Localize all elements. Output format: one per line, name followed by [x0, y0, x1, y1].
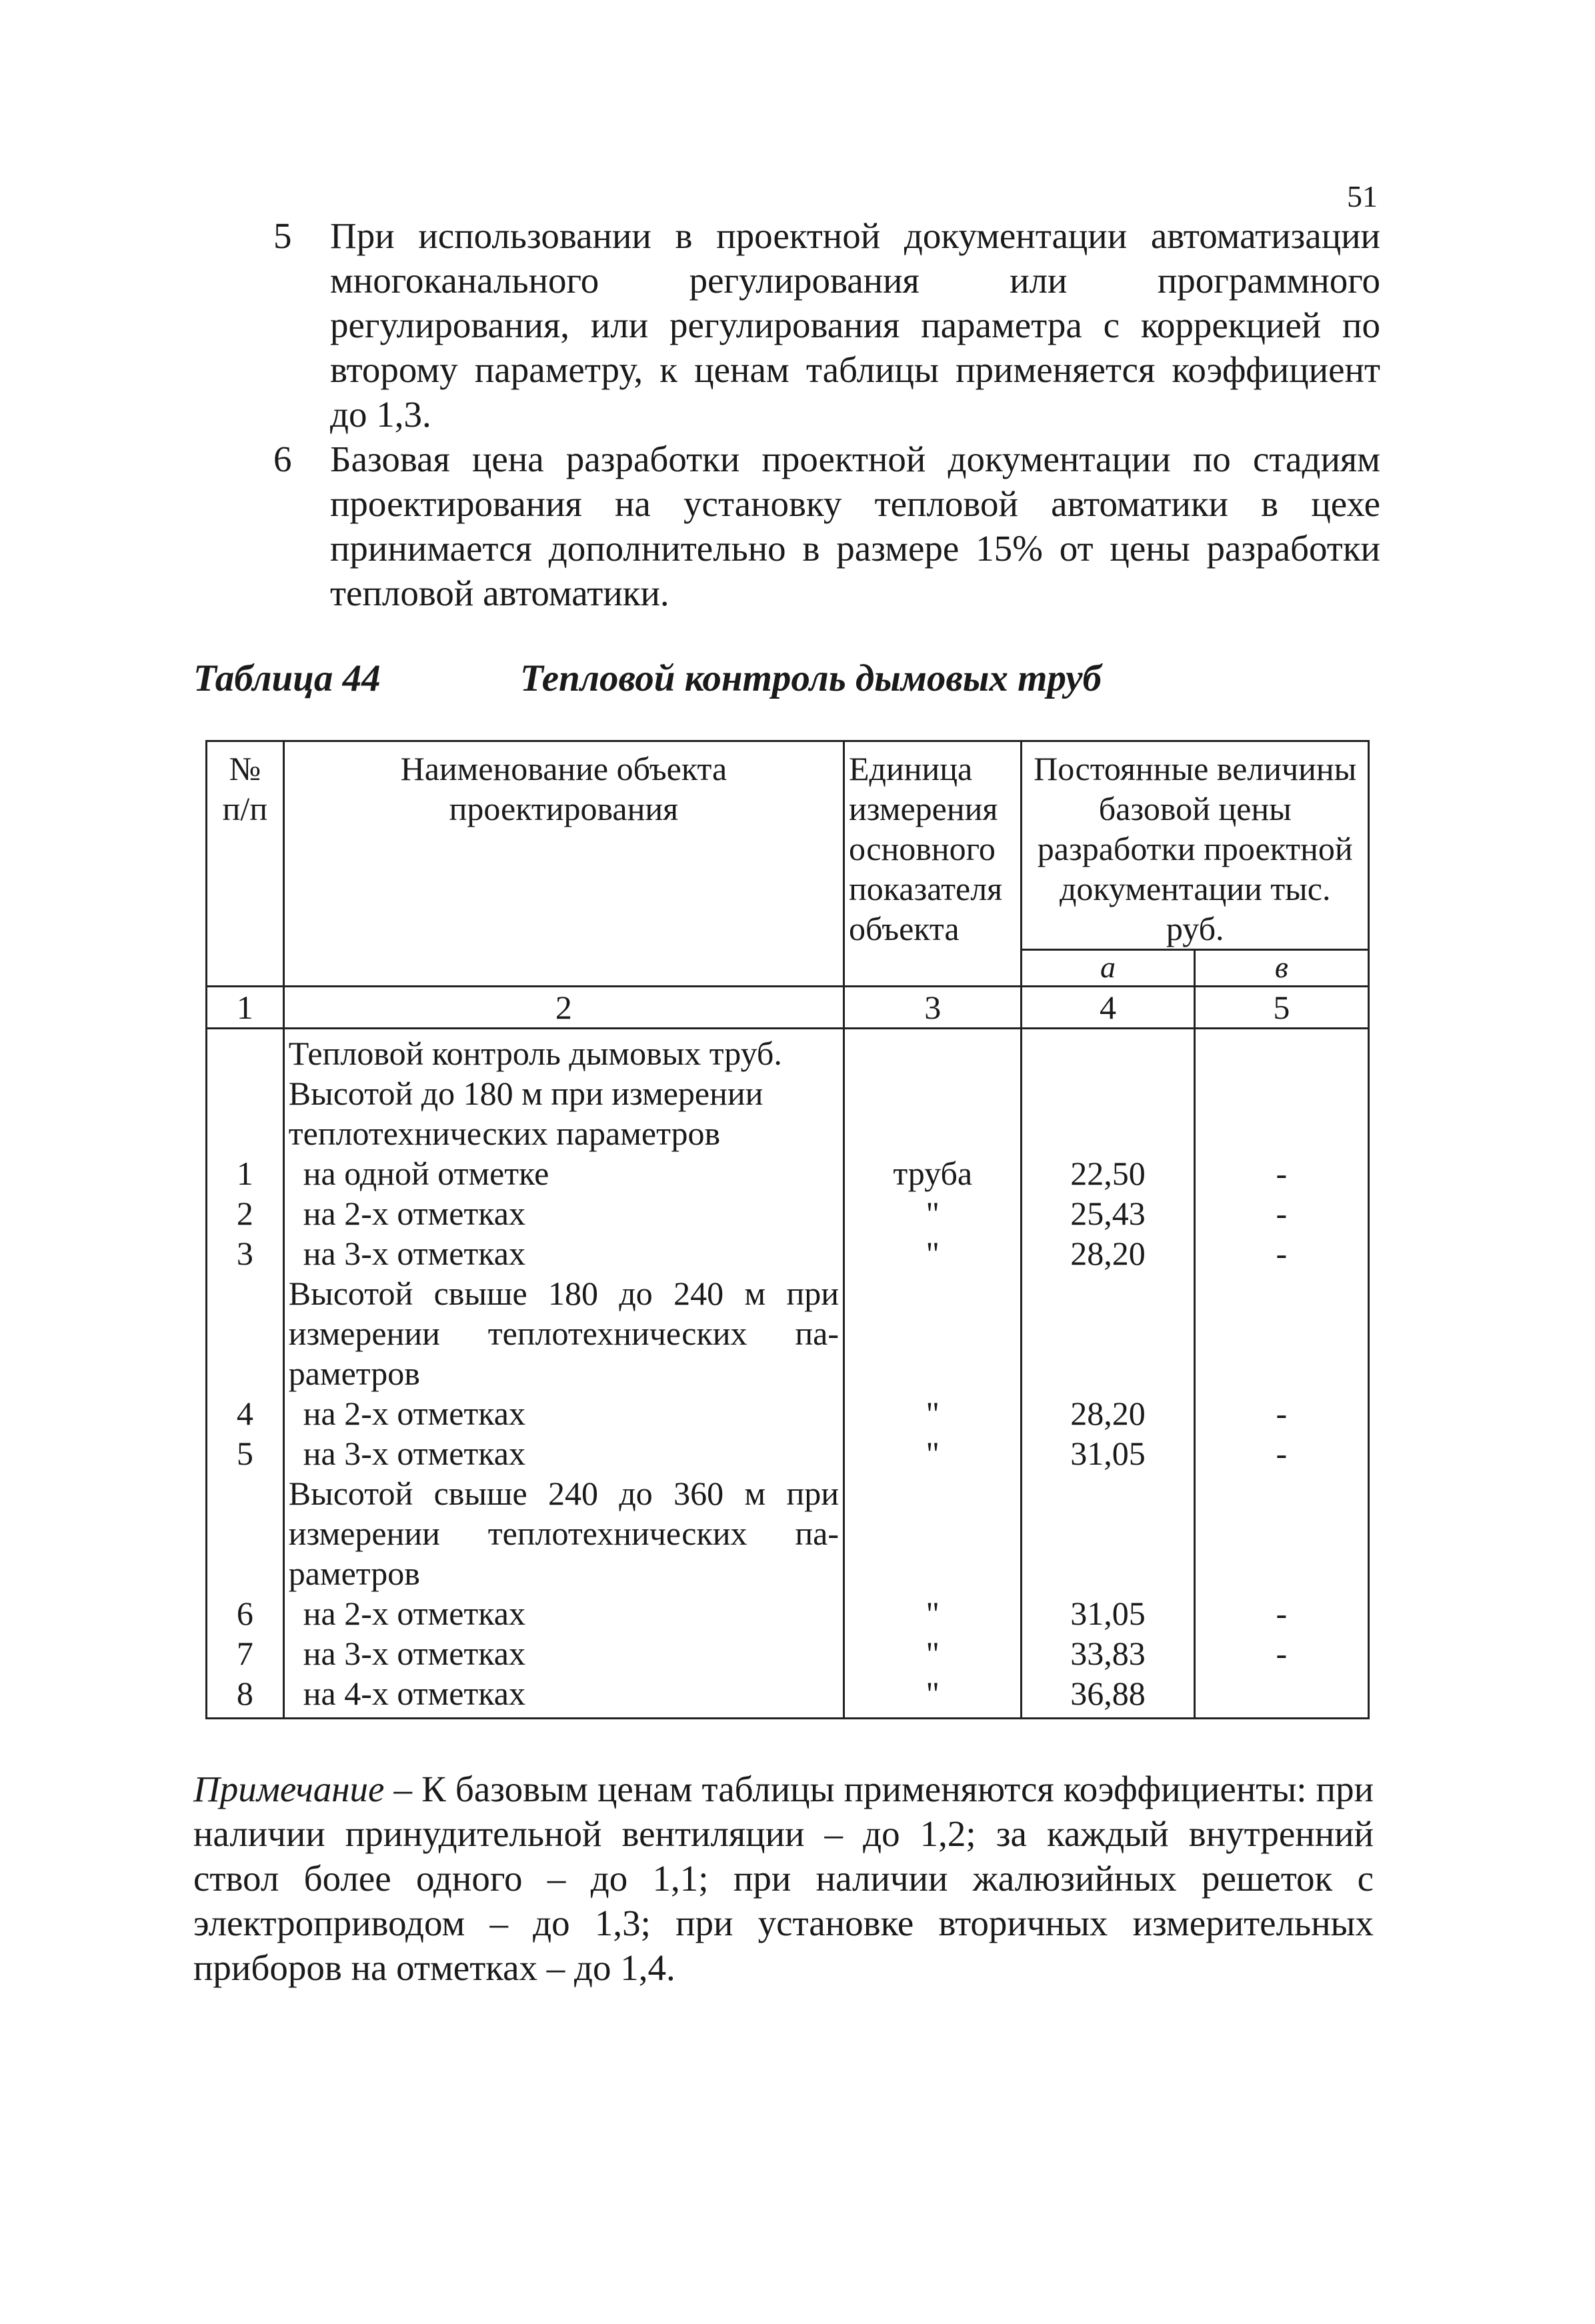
row-number [211, 1073, 279, 1113]
value-a [1026, 1273, 1189, 1313]
row-number: 5 [236, 1435, 253, 1472]
object-name: раметров [288, 1355, 420, 1392]
unit-value [849, 1313, 1016, 1353]
unit-value [849, 1473, 1016, 1513]
table-body-row [207, 1029, 1369, 1719]
value-a [1026, 1353, 1189, 1393]
value-b [1200, 1313, 1364, 1353]
object-name: на 4-х отметках [303, 1675, 525, 1712]
object-name: Тепловой контроль дымовых труб. [288, 1035, 782, 1072]
value-b [1200, 1673, 1364, 1713]
value-b: - [1276, 1395, 1288, 1432]
table-title: Тепловой контроль дымовых труб [520, 657, 1102, 699]
column-number: 5 [1194, 987, 1368, 1029]
value-b [1200, 1353, 1364, 1393]
object-name: на 3-х отметках [303, 1435, 525, 1472]
row-number: 2 [236, 1195, 253, 1232]
object-name: Высотой свыше 180 до 240 м при [288, 1275, 839, 1312]
notes-list [273, 213, 1380, 615]
object-name: измерении теплотехнических па- [288, 1515, 840, 1552]
unit-value [849, 1033, 1016, 1073]
header-price: Постоянные величины базовой цены разработки проектной документации тыс. руб. [1022, 741, 1369, 950]
object-name: на 3-х отметках [303, 1235, 525, 1272]
value-a: 22,50 [1070, 1155, 1146, 1192]
object-name: на 2-х отметках [303, 1395, 525, 1432]
value-a [1026, 1553, 1189, 1593]
object-name: измерении теплотехнических па- [288, 1315, 840, 1352]
table-header-row [207, 741, 1369, 950]
note-text: При использовании в проектной документации автоматизации многоканального регулирования или программного регулирования, или регулирования параметра с коррекцией по второму параметру, к ценам таблицы применяется коэффициент до 1,3. [330, 215, 1380, 435]
row-number: 7 [236, 1635, 253, 1672]
object-name: теплотехнических параметров [288, 1115, 721, 1152]
object-name: Высотой свыше 240 до 360 м при [288, 1475, 839, 1512]
header-unit: Единица измерения основного показателя объекта [844, 741, 1022, 987]
value-a [1026, 1513, 1189, 1553]
unit-value: " [926, 1635, 940, 1672]
value-b [1200, 1113, 1364, 1153]
table-label: Таблица 44 [193, 657, 381, 699]
column-number: 2 [283, 987, 844, 1029]
object-name: на 2-х отметках [303, 1195, 525, 1232]
row-number: 8 [236, 1675, 253, 1712]
value-b: - [1276, 1235, 1288, 1272]
header-name: Наименование объекта проектирования [283, 741, 844, 987]
row-number: 6 [236, 1595, 253, 1632]
note-number: 6 [273, 439, 292, 479]
note-text: Базовая цена разработки проектной документации по стадиям проектирования на установку тепловой автоматики в цехе принимается дополнительно в размере 15% от цены разработки тепловой автоматики. [330, 439, 1380, 613]
header-sub-b: в [1194, 950, 1368, 987]
unit-value [849, 1073, 1016, 1113]
object-name: на 2-х отметках [303, 1595, 525, 1632]
price-table [205, 740, 1370, 1719]
unit-value: " [926, 1675, 940, 1712]
object-name: Высотой до 180 м при измерении [288, 1075, 763, 1112]
value-a: 31,05 [1070, 1595, 1146, 1632]
row-number: 3 [236, 1235, 253, 1272]
value-b: - [1276, 1195, 1288, 1232]
value-b: - [1276, 1435, 1288, 1472]
row-number [211, 1473, 279, 1513]
row-number [211, 1113, 279, 1153]
value-b [1200, 1033, 1364, 1073]
unit-value: труба [893, 1155, 973, 1192]
object-name: на одной отметке [303, 1155, 549, 1192]
row-number [211, 1553, 279, 1593]
value-a [1026, 1313, 1189, 1353]
value-a: 25,43 [1070, 1195, 1146, 1232]
object-name-column [283, 1029, 844, 1719]
unit-value: " [926, 1195, 940, 1232]
row-number: 4 [236, 1395, 253, 1432]
object-name: раметров [288, 1555, 420, 1592]
object-name: на 3-х отметках [303, 1635, 525, 1672]
value-a-column [1022, 1029, 1194, 1719]
column-number-row [207, 987, 1369, 1029]
unit-value: " [926, 1395, 940, 1432]
footnote-text: – К базовым ценам таблицы применяются коэффициенты: при наличии принудительной вентиляции – до 1,2; за каждый внутренний ствол более одного – до 1,1; при наличии жалюзийных решеток с электроприводом – до 1,3; при установке вторичных измерительных приборов на отметках – до 1,4. [193, 1769, 1374, 1988]
page-number: 51 [1347, 179, 1378, 213]
unit-value [849, 1553, 1016, 1593]
row-number [211, 1353, 279, 1393]
value-a [1026, 1473, 1189, 1513]
note-item [273, 437, 1380, 615]
column-number: 1 [207, 987, 284, 1029]
unit-column [844, 1029, 1022, 1719]
row-number [211, 1313, 279, 1353]
unit-value: " [926, 1235, 940, 1272]
value-b [1200, 1073, 1364, 1113]
row-number [211, 1513, 279, 1553]
header-num: № п/п [207, 741, 284, 987]
value-b: - [1276, 1635, 1288, 1672]
unit-value: " [926, 1595, 940, 1632]
value-b [1200, 1273, 1364, 1313]
value-b: - [1276, 1155, 1288, 1192]
value-b [1200, 1513, 1364, 1553]
value-a: 31,05 [1070, 1435, 1146, 1472]
note-item [273, 213, 1380, 437]
value-a: 33,83 [1070, 1635, 1146, 1672]
header-sub-a: а [1022, 950, 1194, 987]
column-number: 4 [1022, 987, 1194, 1029]
row-number [211, 1033, 279, 1073]
value-a [1026, 1073, 1189, 1113]
unit-value [849, 1353, 1016, 1393]
row-number [211, 1273, 279, 1313]
value-a: 36,88 [1070, 1675, 1146, 1712]
value-b: - [1276, 1595, 1288, 1632]
value-a: 28,20 [1070, 1395, 1146, 1432]
unit-value [849, 1273, 1016, 1313]
value-b-column [1194, 1029, 1368, 1719]
footnote [193, 1767, 1374, 1990]
unit-value [849, 1113, 1016, 1153]
value-b [1200, 1473, 1364, 1513]
value-a [1026, 1033, 1189, 1073]
footnote-label: Примечание [193, 1769, 385, 1809]
note-number: 5 [273, 215, 292, 256]
row-number-column [207, 1029, 284, 1719]
value-b [1200, 1553, 1364, 1593]
unit-value: " [926, 1435, 940, 1472]
column-number: 3 [844, 987, 1022, 1029]
value-a [1026, 1113, 1189, 1153]
row-number: 1 [236, 1155, 253, 1192]
unit-value [849, 1513, 1016, 1553]
value-a: 28,20 [1070, 1235, 1146, 1272]
